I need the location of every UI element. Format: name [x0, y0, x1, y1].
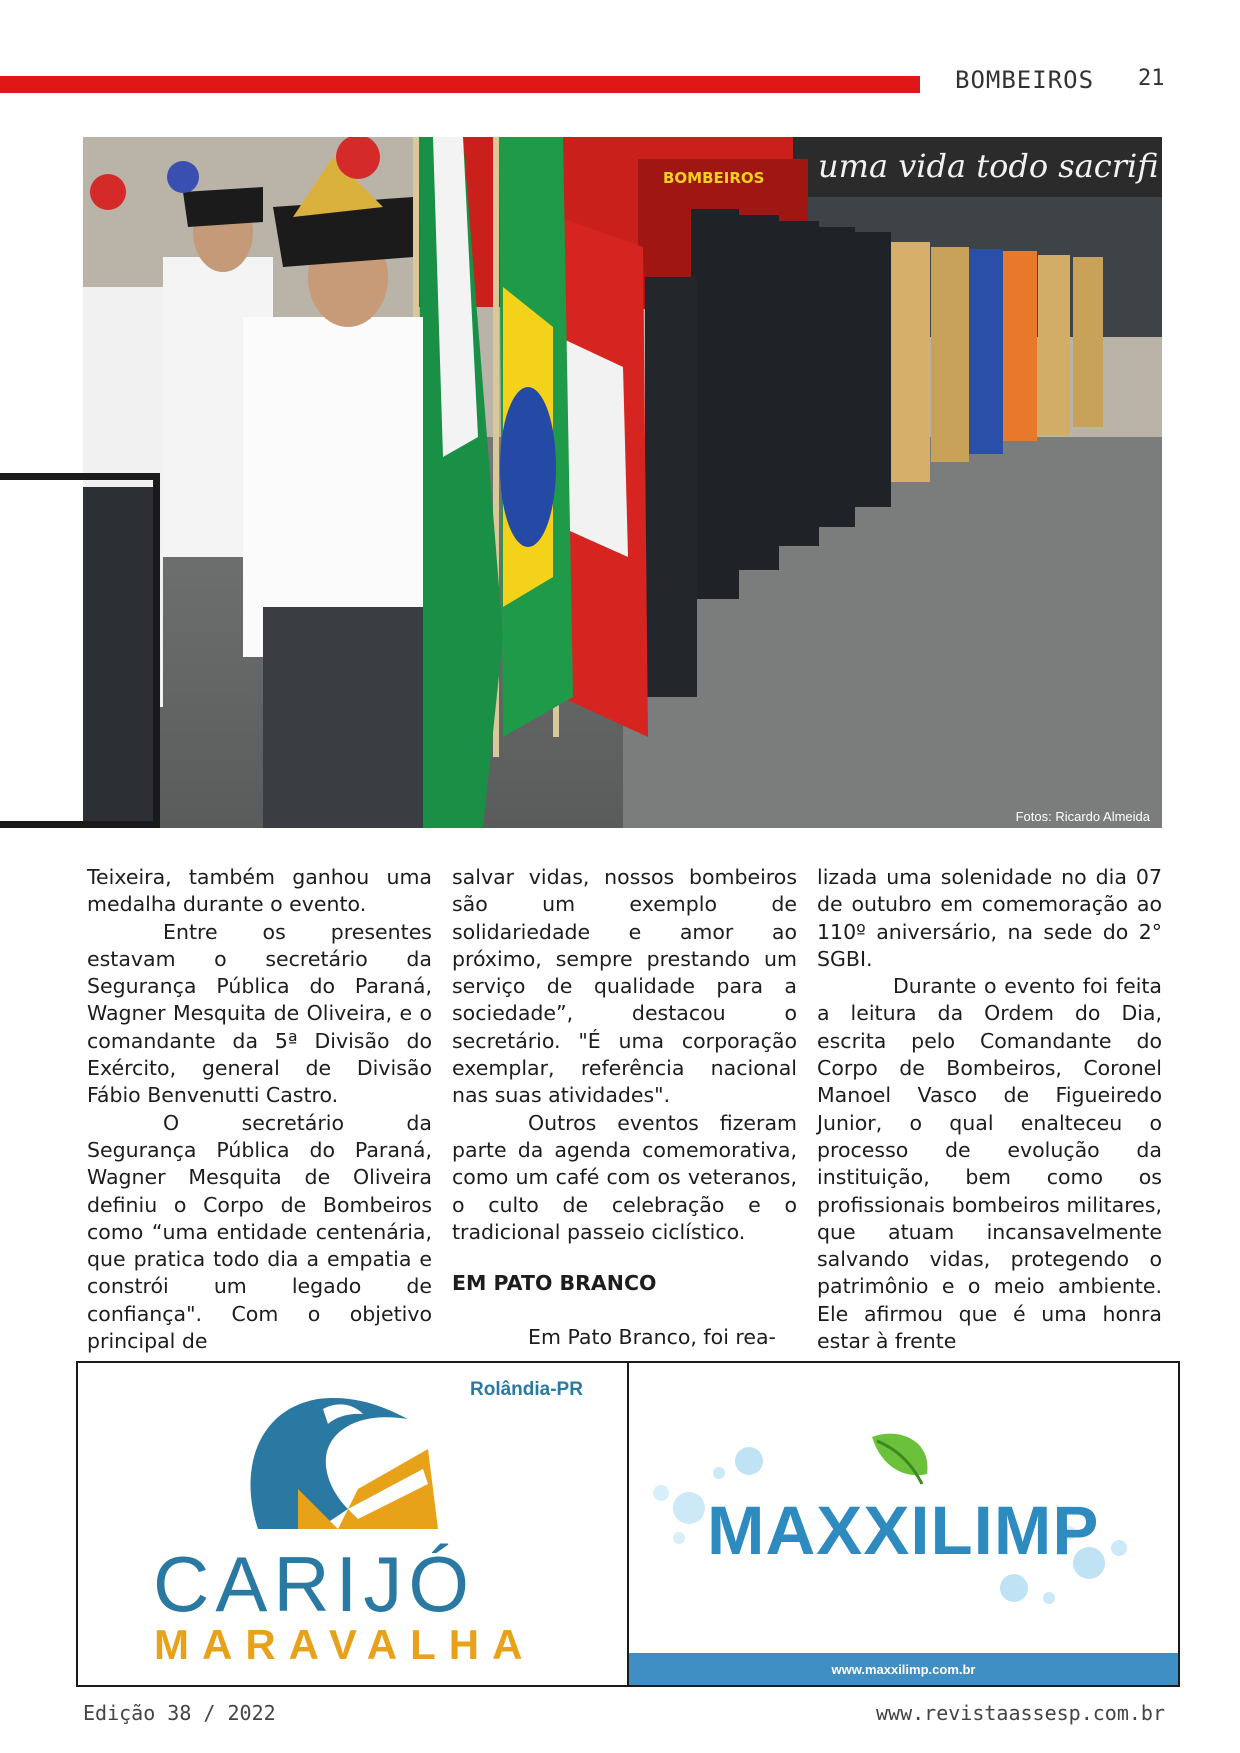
truck-text: BOMBEIROS — [663, 169, 765, 187]
article-column-2 — [452, 864, 797, 1352]
ad-region: Rolândia-PR — [470, 1379, 583, 1400]
ad-maxxilimp-url[interactable]: www.maxxilimp.com.br — [831, 1662, 976, 1677]
section-title: BOMBEIROS — [955, 66, 1095, 94]
ad-carijo-tagline: MARAVALHA — [154, 1621, 536, 1668]
paragraph: Entre os presentes estavam o secretário da Segurança Pública do Paraná, Wagner Mesquita de Oliveira, e o comandante da 5ª Divisão do Exército, general de Divisão Fábio Benvenutti Castro. — [87, 919, 432, 1108]
paragraph: Outros eventos fizeram parte da agenda comemorativa, como um café com os veteranos, o culto de celebração e o tradicional passeio ciclístico. — [452, 1110, 797, 1244]
decorative-frame — [0, 473, 160, 828]
article-column-1 — [87, 864, 432, 1355]
ad-maxxilimp[interactable] — [629, 1363, 1178, 1685]
paragraph: Em Pato Branco, foi rea- — [528, 1325, 776, 1350]
photo-credit: Fotos: Ricardo Almeida — [1015, 809, 1150, 824]
ad-url-band — [629, 1653, 1178, 1685]
ceremony-illustration — [83, 137, 1162, 828]
paragraph: lizada uma solenidade no dia 07 de outubro em comemoração ao 110º aniversário, na sede do 2° SGBI. — [817, 865, 1162, 971]
advertisements — [76, 1361, 1180, 1687]
ad-carijo-maravalha[interactable] — [78, 1363, 629, 1685]
header-red-bar — [0, 76, 920, 93]
page-number: 21 — [1138, 66, 1165, 91]
paragraph: Durante o evento foi feita a leitura da Ordem do Dia, escrita pelo Comandante do Corpo de Bombeiros, Coronel Manoel Vasco de Figueiredo Junior, o qual enalteceu o processo de evolução da instituição, bem como os profissionais bombeiros militares, que atuam incansavelmente salvando vidas, protegendo o patrimônio e o meio ambiente. Ele afirmou que é uma honra estar à frente — [817, 974, 1162, 1354]
edition-label: Edição 38 / 2022 — [83, 1701, 276, 1725]
subheading: EM PATO BRANCO — [452, 1271, 657, 1296]
ad-carijo-name: CARIJÓ — [153, 1540, 476, 1628]
ad-maxxilimp-name: MAXXILIMP — [707, 1492, 1100, 1569]
paragraph: O secretário da Segurança Pública do Paraná, Wagner Mesquita de Oliveira definiu o Corpo de Bombeiros como “uma entidade centenária, que pratica todo dia a empatia e constrói um legado de confiança". Com o objetivo principal de — [87, 1110, 432, 1354]
paragraph: salvar vidas, nossos bombeiros são um exemplo de solidariedade e amor ao próximo, sempre prestando um serviço de qualidade para a sociedade”, destacou o secretário. "É uma corporação exemplar, referência nacional nas suas atividades". — [452, 865, 797, 1108]
website-link[interactable]: www.revistaassesp.com.br — [876, 1701, 1165, 1725]
banner-text: uma vida todo sacrifi — [818, 147, 1159, 185]
article-column-3 — [817, 864, 1162, 1355]
rooster-logo-icon — [238, 1389, 458, 1539]
ceremony-photo — [83, 137, 1162, 828]
paragraph: Teixeira, também ganhou uma medalha durante o evento. — [87, 865, 432, 917]
